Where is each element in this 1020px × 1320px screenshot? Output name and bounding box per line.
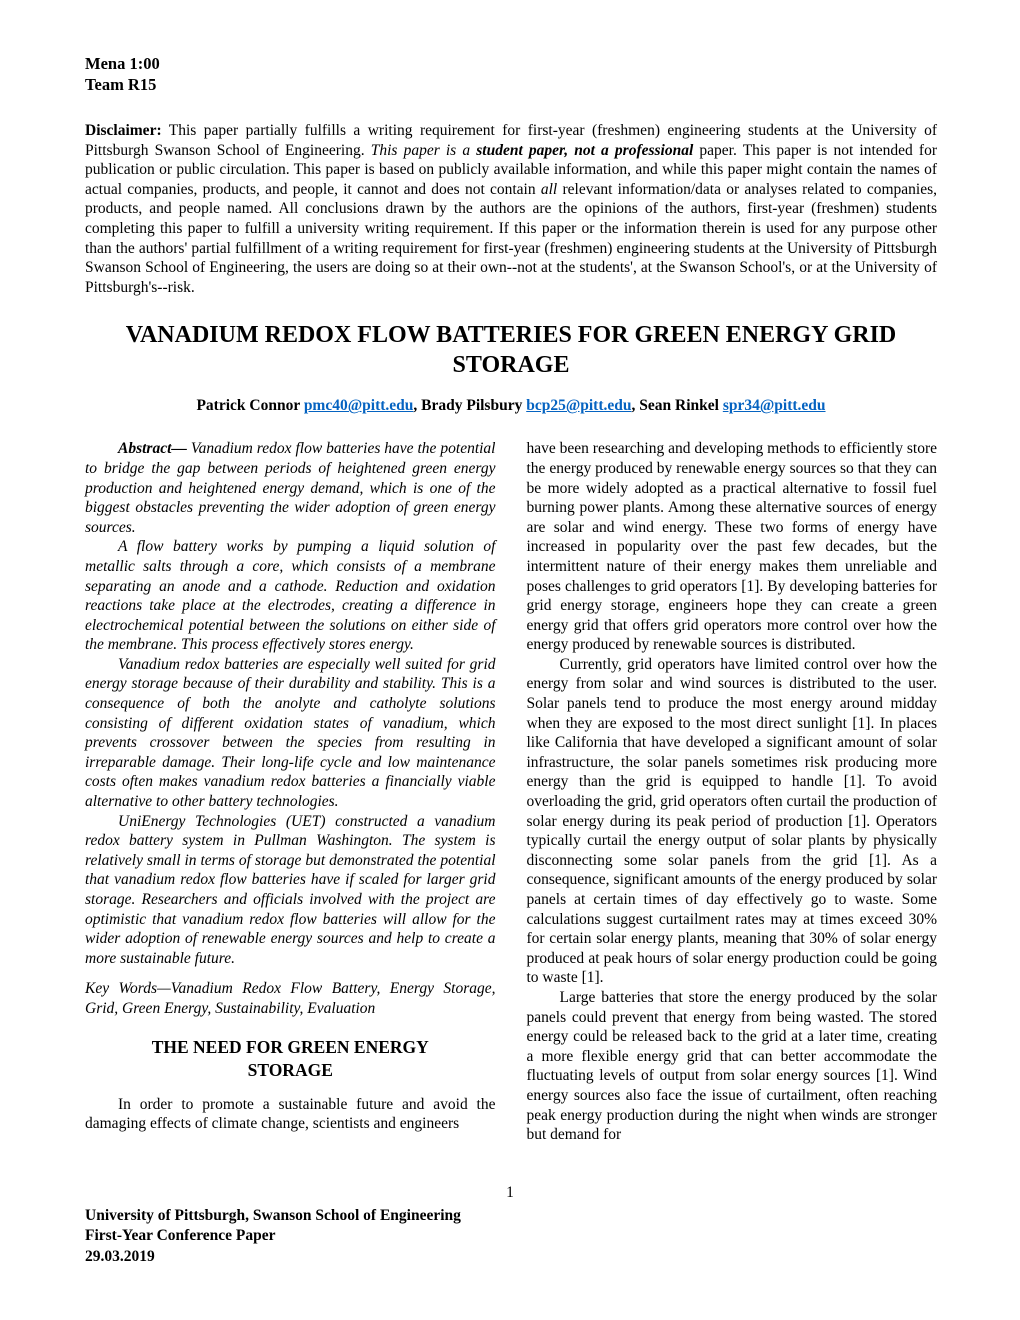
page-number: 1 (506, 1184, 514, 1201)
course-session-label: Mena 1:00 (85, 54, 160, 73)
course-header (85, 54, 937, 95)
authors-line (85, 397, 937, 415)
author-email-link-1[interactable]: pmc40@pitt.edu (303, 397, 414, 415)
paper-title: VANADIUM REDOX FLOW BATTERIES FOR GREEN ENERGY GRID STORAGE (125, 322, 897, 379)
author-name-2: , Brady Pilsbury (413, 397, 527, 415)
author-email-link-3[interactable]: spr34@pitt.edu (722, 397, 826, 415)
abstract-paragraph-1 (85, 439, 496, 537)
section-heading-need-for-storage: THE NEED FOR GREEN ENERGY STORAGE (151, 1036, 429, 1080)
keywords-paragraph: Key Words—Vanadium Redox Flow Battery, Energy Storage, Grid, Green Energy, Sustainability, Evaluation (85, 980, 496, 1017)
body-paragraph-2: Currently, grid operators have limited control over how the energy from solar and wind sources is distributed to the user. Solar panels tend to produce the most energy around midday when they are exposed to the most direct sunlight [1]. In places like California that have developed a significant amount of solar infrastructure, the solar panels sometimes risk producing more energy than the grid is equipped to handle [1]. To avoid overloading the grid, grid operators often curtail the production of solar energy during its peak period of production [1]. Operators typically curtail the energy output of solar plants by physically disconnecting some solar panels from the grid [1]. As a consequence, significant amounts of the energy produced by solar panels at certain times of day effectively go to waste. Some calculations suggest curtailment rates may at times exceed 30% for certain solar energy plants, meaning that 30% of solar energy produced at peak hours of solar energy production could be going to waste [1]. (526, 655, 937, 987)
abstract-label: Abstract— (118, 440, 187, 458)
body-paragraph-1-left: In order to promote a sustainable future and avoid the damaging effects of climate change, scientists and engineers (85, 1095, 496, 1133)
abstract-paragraph-1-text: Vanadium redox flow batteries have the potential to bridge the gap between periods of heightened green energy production and heightened energy demand, which is one of the biggest obstacles preventing the wider adoption of green energy sources. (85, 440, 496, 536)
abstract-paragraph-2: A flow battery works by pumping a liquid solution of metallic salts through a core, which consists of a membrane separating an anode and a cathode. Reduction and oxidation reactions take place at the electrodes, creating a difference in electrochemical potential between the solutions on either side of the membrane. This process effectively stores energy. (85, 538, 496, 654)
right-column (527, 439, 938, 1144)
left-column (85, 439, 496, 1144)
disclaimer-italic-a: This paper is a (370, 141, 477, 159)
footer-affiliation: University of Pittsburgh, Swanson School of Engineering (85, 1206, 461, 1224)
author-email-link-2[interactable]: bcp25@pitt.edu (526, 397, 632, 415)
abstract-paragraph-3: Vanadium redox batteries are especially well suited for grid energy storage because of their durability and stability. This is a consequence of both the anolyte and catholyte solutions consisting of different oxidation states of vanadium, which prevents crossover between the species from resulting in irreparable damage. Their long-life cycle and low maintenance costs often makes vanadium redox batteries a financially viable alternative to other battery technologies. (85, 655, 496, 811)
team-label: Team R15 (85, 74, 157, 94)
paper-footer (85, 1206, 461, 1268)
disclaimer-label: Disclaimer: (85, 122, 162, 139)
disclaimer-text-b: paper. This paper is not intended for publication or public circulation. This paper is based on publicly available information, and while this paper might contain the names of actual companies, products, and people, it cannot and does not contain (85, 141, 937, 198)
body-paragraph-1-right: have been researching and developing methods to efficiently store the energy produced by renewable energy sources so that they can be more widely adopted as a practical alternative to fossil fuel burning power plants. Among these alternative sources of energy are solar and wind energy. These two forms of energy have increased in popularity over the past few decades, but the intermittent nature of their energy makes them unreliable and poses challenges to grid operators [1]. By developing batteries for grid energy storage, engineers hope they can create a green energy grid that offers grid operators more control over how the energy produced by renewable sources is distributed. (526, 440, 937, 654)
two-column-body (85, 439, 937, 1144)
disclaimer-bold-italic: student paper, not a professional (476, 141, 694, 159)
footer-paper-type: First-Year Conference Paper (85, 1227, 276, 1245)
author-name-3: , Sean Rinkel (631, 397, 723, 415)
author-name-1: Patrick Connor (196, 397, 304, 415)
abstract-paragraph-4: UniEnergy Technologies (UET) constructed a vanadium redox battery system in Pullman Washington. The system is relatively small in terms of storage but demonstrated the potential that vanadium redox flow batteries have if scaled for larger grid storage. Researchers and officials involved with the project are optimistic that vanadium redox flow batteries will allow for the wider adoption of renewable energy sources and help to create a more sustainable future. (85, 812, 496, 967)
disclaimer-text-a: This paper partially fulfills a writing requirement for first-year (freshmen) engineering students at the University of Pittsburgh Swanson School of Engineering. (85, 122, 937, 159)
disclaimer-italic-b: all (540, 180, 558, 198)
disclaimer-text-c: relevant information/data or analyses related to companies, products, and people named. All conclusions drawn by the authors are the opinions of the authors, first-year (freshmen) students completing this paper to fulfill a university writing requirement. If this paper or the information therein is used for any purpose other than the authors' partial fulfillment of a writing requirement for first-year (freshmen) engineering students at the University of Pittsburgh Swanson School of Engineering, the users are doing so at their own--not at the students', at the Swanson School's, or at the University of Pittsburgh's--risk. (85, 180, 938, 296)
disclaimer-paragraph (85, 121, 937, 297)
body-paragraph-3: Large batteries that store the energy produced by the solar panels could prevent that energy from being wasted. The stored energy could be released back to the grid at a later time, creating a more flexible energy grid that can better accommodate the fluctuating levels of output from solar energy sources [1]. Wind energy sources also face the issue of curtailment, often reaching peak energy production during the night when winds are stronger but demand for (526, 988, 937, 1144)
footer-date: 29.03.2019 (85, 1248, 155, 1266)
